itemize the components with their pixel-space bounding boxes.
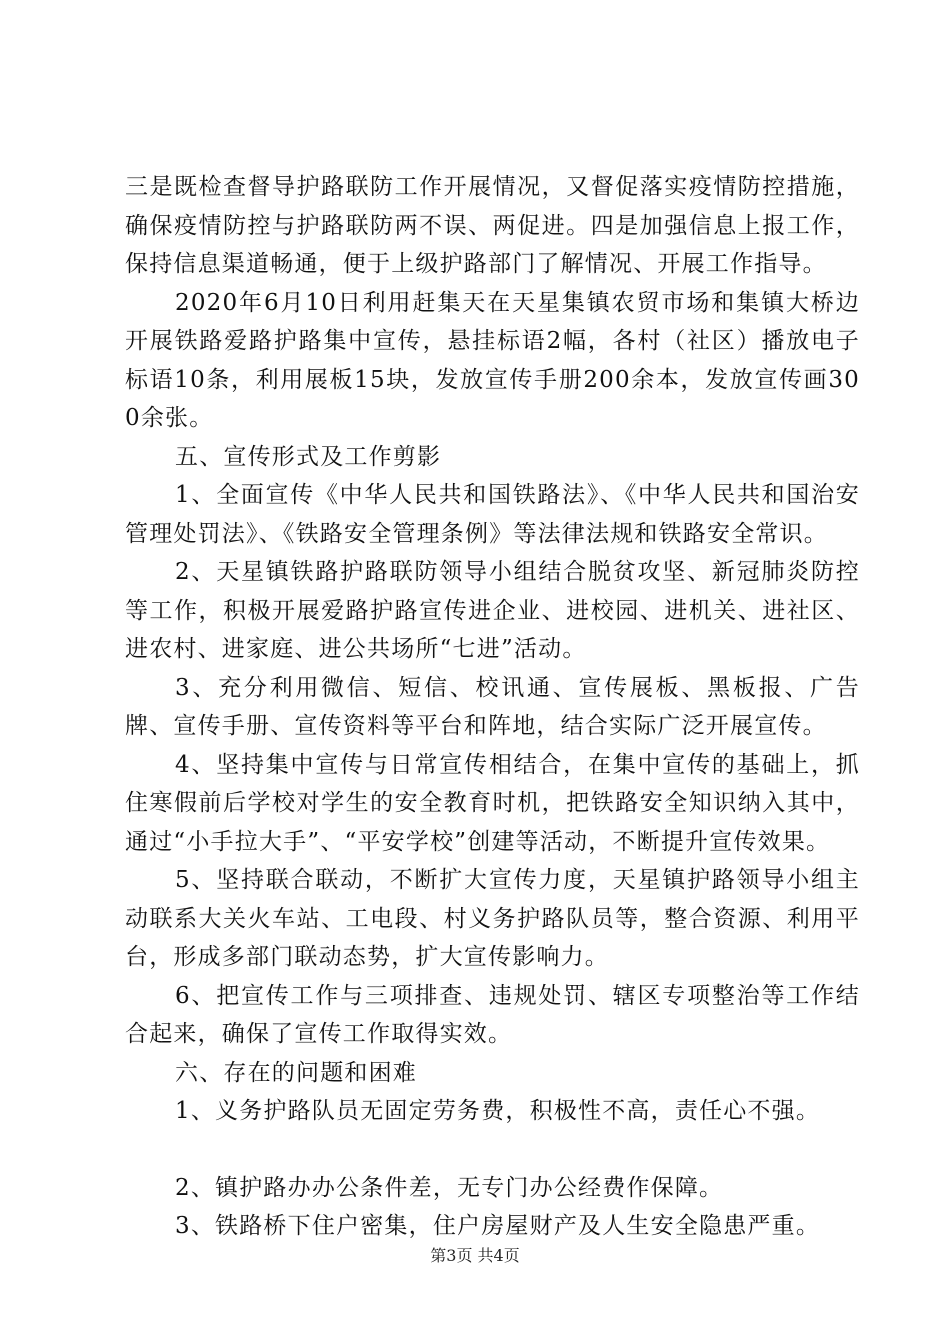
section-heading-6: 六、存在的问题和困难 — [175, 1059, 417, 1086]
list-item-5-3: 3、充分利用微信、短信、校讯通、宣传展板、黑板报、广告牌、宣传手册、宣传资料等平台和阵地，结合实际广泛开展宣传。 — [125, 674, 860, 739]
paragraph-event-summary: 2020年6月10日利用赶集天在天星集镇农贸市场和集镇大桥边开展铁路爱路护路集中宣传，悬挂标语2幅，各村（社区）播放电子标语10条，利用展板15块，发放宣传手册200余本，发放宣传画300余张。 — [125, 289, 860, 431]
list-item-6-2: 2、镇护路办办公条件差，无专门办公经费作保障。 — [175, 1174, 724, 1201]
list-item-6-3: 3、铁路桥下住户密集，住户房屋财产及人生安全隐患严重。 — [175, 1213, 821, 1239]
list-item-6-1: 1、义务护路队员无固定劳务费，积极性不高，责任心不强。 — [175, 1098, 821, 1124]
list-item-5-6: 6、把宣传工作与三项排查、违规处罚、辖区专项整治等工作结合起来，确保了宣传工作取得实效。 — [125, 982, 860, 1047]
paragraph-continuation: 三是既检查督导护路联防工作开展情况，又督促落实疫情防控措施，确保疫情防控与护路联防两不误、两促进。四是加强信息上报工作，保持信息渠道畅通，便于上级护路部门了解情况、开展工作指导。 — [125, 174, 860, 277]
list-item-5-4: 4、坚持集中宣传与日常宣传相结合，在集中宣传的基础上，抓住寒假前后学校对学生的安全教育时机，把铁路安全知识纳入其中，通过“小手拉大手”、“平安学校”创建等活动，不断提升宣传效果。 — [125, 751, 860, 855]
page-number-footer: 第3页 共4页 — [430, 1246, 520, 1265]
section-heading-5: 五、宣传形式及工作剪影 — [175, 443, 442, 470]
document-body — [125, 168, 860, 1246]
list-item-5-5: 5、坚持联合联动，不断扩大宣传力度，天星镇护路领导小组主动联系大关火车站、工电段、村义务护路队员等，整合资源、利用平台，形成多部门联动态势，扩大宣传影响力。 — [125, 867, 860, 970]
list-item-5-2: 2、天星镇铁路护路联防领导小组结合脱贫攻坚、新冠肺炎防控等工作，积极开展爱路护路宣传进企业、进校园、进机关、进社区、进农村、进家庭、进公共场所“七进”活动。 — [125, 559, 860, 662]
list-item-5-1: 1、全面宣传《中华人民共和国铁路法》、《中华人民共和国治安管理处罚法》、《铁路安全管理条例》等法律法规和铁路安全常识。 — [125, 482, 860, 547]
